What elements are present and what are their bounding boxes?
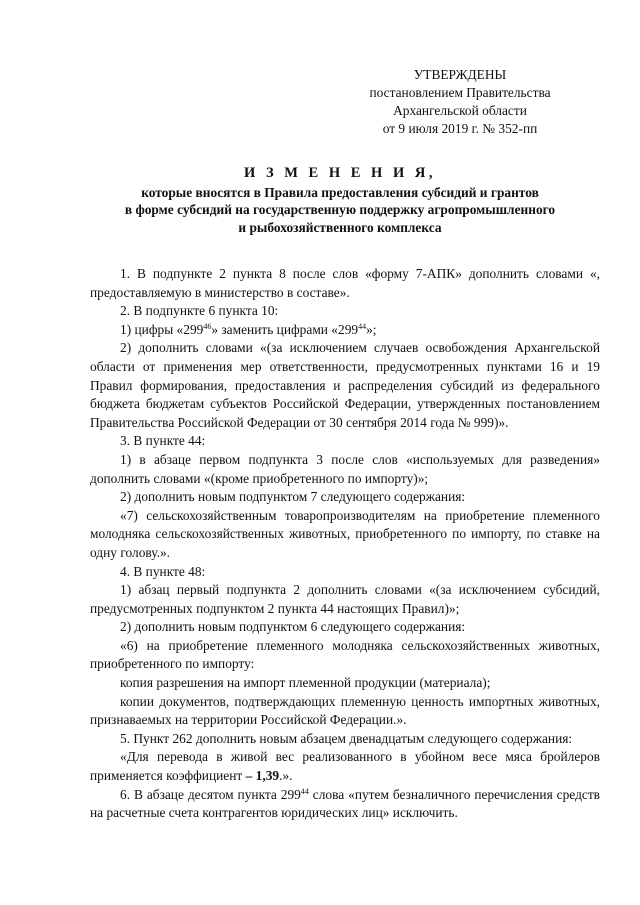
paragraph-6: 1) в абзаце первом подпункта 3 после слов «используемых для разведения» дополнить словами «(кроме приобретенного по импорту)»; (90, 451, 600, 486)
paragraph-16-part-c: .». (279, 768, 293, 784)
paragraph-4: 2) дополнить словами «(за исключением случаев освобождения Архангельской области от применения мер ответственности, предусмотренных пунктами 16 и 19 Правил формирования, предоставления и распределения субсидий из федерального бюджета бюджетам субъектов Российской Федерации, утвержденных постановлением Правительства Российской Федерации от 30 сентября 2014 года № 999)». (90, 340, 600, 430)
document-title (80, 165, 600, 236)
paragraph-1: 1. В подпункте 2 пункта 8 после слов «форму 7-АПК» дополнить словами «, предоставляемую в министерство в составе». (90, 266, 600, 300)
paragraph-17-part-b: слова «путем безналичного перечисления средств на расчетные счета контрагентов юридических лиц» исключить. (90, 786, 600, 821)
paragraph-14: копии документов, подтверждающих племенную ценность импортных животных, признаваемых на территории Российской Федерации.». (90, 693, 600, 728)
paragraph-13: копия разрешения на импорт племенной продукции (материала); (120, 675, 491, 691)
document-body (90, 265, 600, 823)
paragraph-7: 2) дополнить новым подпунктом 7 следующего содержания: (120, 489, 466, 505)
paragraph-16 (90, 748, 600, 785)
paragraph-5: 3. В пункте 44: (120, 433, 206, 449)
paragraph-2: 2. В подпункте 6 пункта 10: (120, 303, 279, 319)
approval-line-2: постановлением Правительства (369, 85, 551, 100)
paragraph-16-part-a: «Для перевода в живой вес реализованного в убойном весе мяса бройлеров применяется коэффициент (90, 749, 600, 784)
paragraph-8: «7) сельскохозяйственным товаропроизводителям на приобретение племенного молодняка сельскохозяйственных животных, приобретенного по импорту, по ставке на одну голову.». (90, 507, 600, 560)
approval-stamp (340, 66, 580, 138)
approval-line-1: УТВЕРЖДЕНЫ (413, 67, 507, 82)
paragraph-9: 4. В пункте 48: (120, 563, 206, 579)
title-line-2: в форме субсидий на государственную поддержку агропромышленного (124, 202, 556, 217)
paragraph-10: 1) абзац первый подпункта 2 дополнить словами «(за исключением субсидий, предусмотренных подпунктом 2 пункта 44 настоящих Правил)»; (90, 582, 600, 616)
paragraph-12: «6) на приобретение племенного молодняка сельскохозяйственных животных, приобретенного по импорту: (90, 637, 600, 672)
paragraph-17 (90, 786, 600, 823)
title-heading: И З М Е Н Е Н И Я, (244, 165, 436, 181)
paragraph-3-part-b: » заменить цифрами «299 (211, 321, 359, 337)
superscript-44-b: 44 (300, 786, 309, 796)
paragraph-3-part-c: »; (366, 321, 377, 337)
superscript-46: 46 (203, 321, 212, 331)
title-line-3: и рыбохозяйственного комплекса (238, 219, 442, 235)
paragraph-15: 5. Пункт 262 дополнить новым абзацем двенадцатым следующего содержания: (120, 730, 573, 746)
paragraph-11: 2) дополнить новым подпунктом 6 следующего содержания: (120, 619, 466, 635)
title-line-1: которые вносятся в Правила предоставления субсидий и грантов (141, 184, 539, 200)
coefficient-value: – 1,39 (245, 768, 280, 784)
superscript-44: 44 (358, 321, 367, 331)
paragraph-17-part-a: 6. В абзаце десятом пункта 299 (120, 786, 301, 802)
paragraph-3-part-a: 1) цифры «299 (120, 321, 204, 337)
approval-line-3: Архангельской области (393, 103, 527, 118)
paragraph-3 (90, 321, 600, 340)
approval-line-4: от 9 июля 2019 г. № 352-пп (382, 121, 538, 136)
